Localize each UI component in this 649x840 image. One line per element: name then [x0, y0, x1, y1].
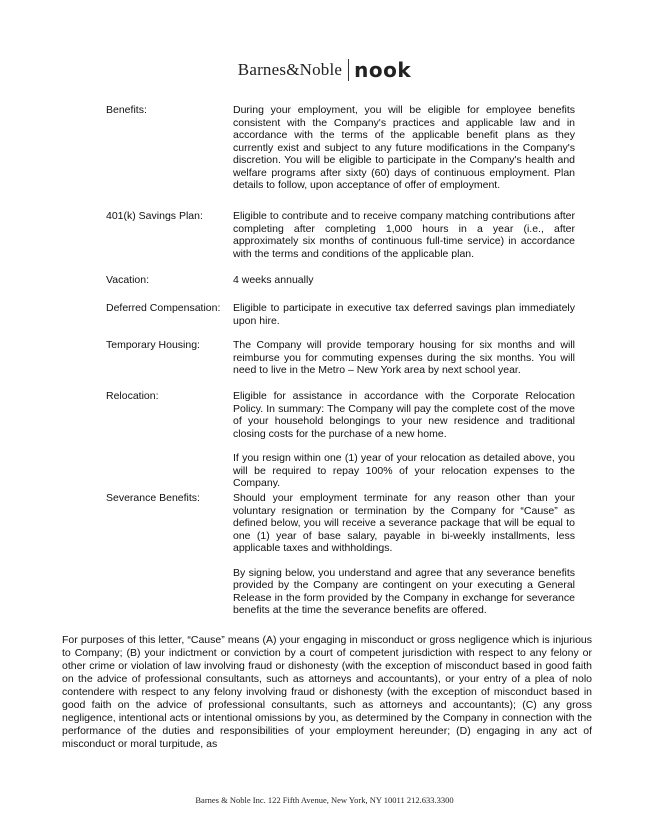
- row-content: [233, 390, 575, 490]
- logo-wordmark: Barnes&Noble: [237, 60, 343, 79]
- row-content: [233, 210, 575, 260]
- paragraph: Eligible for assistance in accordance with the Corporate Relocation Policy. In summary: The Company will pay the complete cost of the move of your household belongings to your new residence and traditional closing costs for the purchase of a new home.: [233, 390, 575, 440]
- company-logo: [238, 58, 411, 82]
- paragraph: Eligible to participate in executive tax deferred savings plan immediately upon hire.: [233, 302, 575, 327]
- row-content: [233, 274, 575, 287]
- row-label: Relocation:: [106, 390, 159, 402]
- row-label: Temporary Housing:: [106, 339, 200, 351]
- paragraph: Eligible to contribute and to receive company matching contributions after completing after completing 1,000 hours in a year (i.e., after approximately six months of continuous full-time service) in accordance with the terms and conditions of the applicable plan.: [233, 210, 575, 260]
- row-content: [233, 339, 575, 377]
- row-label: Vacation:: [106, 274, 149, 286]
- nook-logo-icon: nook: [354, 58, 412, 82]
- row-content: [233, 104, 575, 192]
- row-label: Deferred Compensation:: [106, 302, 221, 314]
- paragraph: By signing below, you understand and agree that any severance benefits provided by the Company are contingent on your executing a General Release in the form provided by the Company in exchange for severance benefits at the time the severance benefits are offered.: [233, 566, 575, 616]
- paragraph: 4 weeks annually: [233, 274, 314, 286]
- row-label: Benefits:: [106, 104, 147, 116]
- paragraph: Should your employment terminate for any reason other than your voluntary resignation or termination by the Company for “Cause” as defined below, you will receive a severance package that will be equal to one (1) year of base salary, payable in bi-weekly installments, less applicable taxes and withholdings.: [233, 492, 575, 554]
- paragraph: The Company will provide temporary housing for six months and will reimburse you for commuting expenses during the six months. You will need to live in the Metro – New York area by next school year.: [233, 339, 575, 376]
- logo-divider: [348, 59, 349, 81]
- row-label: Severance Benefits:: [106, 492, 200, 504]
- paragraph: If you resign within one (1) year of your relocation as detailed above, you will be required to repay 100% of your relocation expenses to the Company.: [233, 452, 575, 489]
- row-content: [233, 302, 575, 327]
- cause-definition: [62, 634, 592, 751]
- letterhead: [0, 58, 649, 82]
- row-content: [233, 492, 575, 617]
- paragraph: During your employment, you will be eligible for employee benefits consistent with the Company's practices and applicable law and in accordance with the terms of the applicable benefit plans as they currently exist and subject to any future modifications in the Company's discretion. You will be eligible to participate in the Company's health and welfare programs after sixty (60) days of continuous employment. Plan details to follow, upon acceptance of offer of employment.: [233, 104, 575, 191]
- closing-paragraph: For purposes of this letter, “Cause” means (A) your engaging in misconduct or gross negligence which is injurious to Company; (B) your indictment or conviction by a court of competent jurisdiction with respect to any felony or other crime or violation of law involving fraud or dishonesty (with the exception of misconduct based in good faith on the advice of professional consultants, such as attorneys and accountants), or your entry of a plea of nolo contendere with respect to any felony involving fraud or dishonesty (with the exception of misconduct based in good faith on the advice of professional consultants, such as attorneys and accountants); (C) any gross negligence, intentional acts or intentional omissions by you, as determined by the Company in connection with the performance of the duties and responsibilities of your employment hereunder; (D) engaging in any act of misconduct or moral turpitude, as: [62, 634, 592, 750]
- row-label: 401(k) Savings Plan:: [106, 210, 203, 222]
- page-footer: Barnes & Noble Inc. 122 Fifth Avenue, New York, NY 10011 212.633.3300: [195, 795, 454, 805]
